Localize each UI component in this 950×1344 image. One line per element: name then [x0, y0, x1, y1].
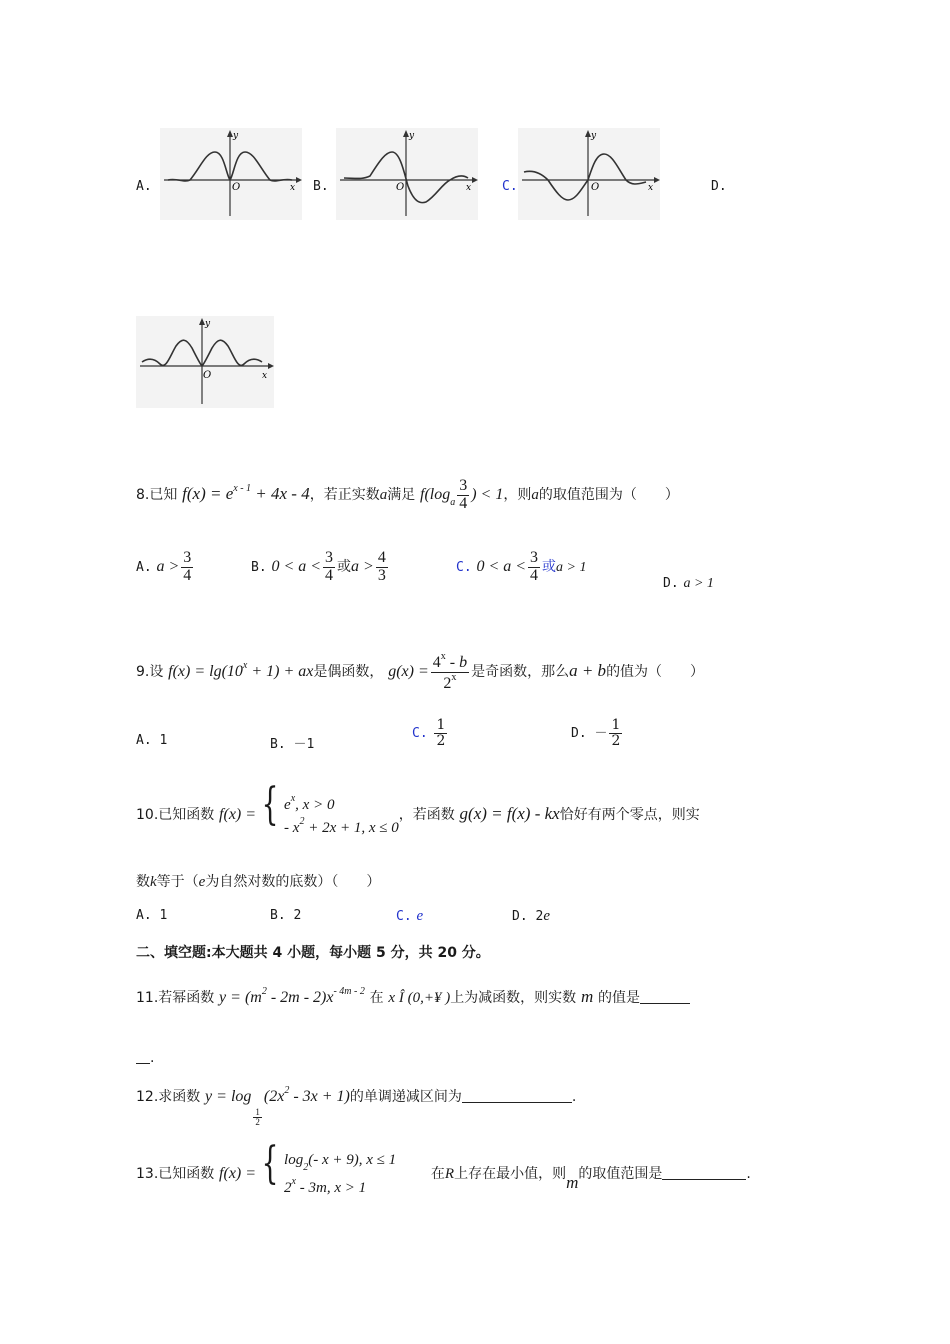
q7-option-b-label: B. — [313, 179, 329, 194]
q8-opt-c-n: 3 — [530, 549, 539, 566]
q8-option-c — [456, 550, 586, 585]
q8-cond-post: ) < 1 — [471, 485, 504, 503]
q10-g: g(x) = f(x) - kx — [459, 804, 560, 823]
q13-R: R — [444, 1166, 455, 1182]
q10-opt-c-label: C. — [396, 909, 412, 924]
q13-answer-blank[interactable] — [662, 1165, 746, 1180]
graph-a-x-label: x — [290, 183, 296, 193]
q8-opt-c-expr: 0 < a < — [476, 557, 527, 575]
q12-tail: 的单调递减区间为 — [349, 1089, 462, 1105]
q10-option-a: A. 1 — [136, 908, 168, 923]
q13-pre: 已知函数 — [158, 1166, 215, 1182]
q10-line2-e: e — [198, 874, 206, 890]
q9-pre: 设 — [149, 663, 164, 680]
q12-pre: 求函数 — [158, 1089, 201, 1105]
q8-opt-a-expr: a > — [156, 557, 180, 575]
q13-end: . — [746, 1166, 751, 1182]
q10-option-c — [396, 906, 423, 925]
q9-option-b: B. －1 — [270, 737, 315, 752]
q10-line2-c: 为自然对数的底数）（ ） — [205, 874, 381, 890]
q13-case2-exp: x — [291, 1175, 296, 1187]
q8-opt-d-expr: a > 1 — [683, 576, 714, 591]
q8-stem — [136, 478, 679, 513]
q10-option-b: B. 2 — [270, 908, 302, 923]
q8-opt-c-or: 或 — [542, 558, 557, 575]
q10-opt-d-label: D. 2 — [512, 909, 544, 924]
q13-case1-sub: 2 — [303, 1162, 309, 1174]
q8-tail2: 的取值范围为（ ） — [538, 486, 679, 503]
q12-number: 12. — [136, 1089, 159, 1105]
q11-answer-blank[interactable] — [640, 989, 690, 1004]
q11-var: m — [580, 987, 594, 1006]
q12-func-tail2: - 3x + 1) — [289, 1088, 350, 1105]
q10-case2: - x — [284, 820, 300, 836]
q10-line2 — [136, 871, 380, 891]
q11-stem — [136, 986, 690, 1007]
q8-var-2: a — [531, 486, 539, 503]
q10-case1-tail: , x > 0 — [295, 796, 335, 813]
q11-cond: x Î (0,+¥ ) — [388, 990, 451, 1006]
q9-g-pre: g(x) = — [388, 662, 429, 680]
q12-answer-blank[interactable] — [462, 1088, 572, 1103]
q11-pre: 若幂函数 — [158, 990, 215, 1006]
q8-pre: 已知 — [149, 486, 178, 503]
q12-sub-d: 2 — [255, 1117, 260, 1128]
graph-c-x-label: x — [648, 183, 654, 193]
q13-mid2: 上存在最小值，则 — [454, 1166, 567, 1182]
q10-stem: 10.已知函数 f(x) = { $e^x$, x > 0 - $x^2 + 2x + 1$, x ≤ 0 ，若函数 g(x) = f(x) - kx恰好有两个零点，则实 — [136, 779, 700, 836]
q11-end: . — [150, 1050, 155, 1066]
q8-cond-sub: a — [450, 496, 456, 508]
q9-mid2: 是奇函数，那么 — [471, 663, 570, 680]
q8-opt-c-d: 4 — [530, 566, 539, 584]
graph-b-y-label: y — [409, 131, 415, 141]
q8-opt-b-d2: 3 — [377, 566, 386, 584]
q11-mid: 在 — [369, 990, 384, 1006]
q8-option-b — [251, 550, 390, 585]
q8-opt-c-expr2: a > 1 — [556, 559, 587, 575]
q7-option-d-label: D. — [711, 179, 727, 194]
q11-tail: 上为减函数，则实数 — [450, 990, 577, 1006]
q10-case1-exp: x — [290, 792, 296, 804]
q9-number: 9. — [136, 663, 150, 680]
q8-opt-b-n: 3 — [325, 549, 334, 566]
q11-exp1: 2 — [261, 986, 267, 997]
q13-number: 13. — [136, 1166, 159, 1182]
q10-case2-tail: + 2x + 1, x ≤ 0 — [304, 820, 399, 836]
q12-stem — [136, 1085, 576, 1128]
q13-case1-tail: (- x + 9), x ≤ 1 — [308, 1152, 397, 1169]
graph-d-y-label: y — [205, 319, 211, 329]
q8-opt-b-label: B. — [251, 559, 267, 575]
q9-mid: 是偶函数， — [313, 663, 384, 680]
q8-opt-c-label: C. — [456, 559, 472, 575]
q7-graph-a — [160, 128, 302, 220]
q10-line2-a: 数 — [136, 874, 150, 890]
q10-func: f(x) = — [219, 806, 257, 823]
q10-opt-c-val: e — [416, 908, 424, 924]
q8-mid: ，若正实数 — [309, 486, 380, 503]
section-2-heading: 二、填空题:本大题共 4 小题，每小题 5 分，共 20 分。 — [136, 945, 490, 961]
q8-frac-d: 4 — [459, 494, 468, 512]
q9-opt-d-n: 1 — [611, 717, 621, 733]
q13-stem: 13.已知函数 f(x) = { $\log_2(-$ x + 9), x ≤ 1 2$^x$ - 3m, x > 1 在R上存在最小值，则m的取值范围是 . — [136, 1138, 751, 1196]
graph-a-origin-label: O — [232, 182, 241, 193]
q11-line2 — [136, 1048, 154, 1066]
q8-opt-b-expr: 0 < a < — [271, 557, 322, 575]
q11-answer-blank-cont[interactable] — [136, 1049, 150, 1064]
q7-option-a-label: A. — [136, 179, 152, 194]
q9-stem — [136, 652, 704, 693]
q8-opt-b-expr2: a > — [351, 557, 374, 575]
q9-option-a: A. 1 — [136, 733, 168, 748]
q11-func-mid: - 2m - 2)x — [266, 989, 334, 1006]
q10-number: 10. — [136, 807, 159, 823]
q12-func: y = log — [205, 1088, 252, 1105]
q8-frac-n: 3 — [459, 477, 468, 494]
q8-exp: x - 1 — [233, 482, 252, 494]
q11-exp2: - 4m - 2 — [333, 986, 365, 997]
q9-g-n2: - b — [445, 654, 468, 671]
q10-tail: 恰好有两个零点，则实 — [559, 807, 700, 823]
q9-opt-c-d: 2 — [436, 732, 446, 749]
q8-cond-pre: f(log — [420, 485, 451, 503]
q10-opt-d-val: e — [543, 908, 550, 924]
q9-opt-d-d: 2 — [611, 732, 621, 749]
graph-b-x-label: x — [466, 183, 472, 193]
q9-opt-d-label: D. － — [571, 726, 608, 742]
graph-c-y-label: y — [591, 131, 597, 141]
q7-graph-b — [336, 128, 478, 220]
q12-sub-n: 1 — [255, 1107, 260, 1117]
q8-opt-b-d: 4 — [325, 566, 334, 584]
q7-graph-d — [136, 316, 274, 408]
q9-exp: x — [242, 659, 248, 671]
q11-number: 11. — [136, 990, 159, 1006]
q9-g-d: 2 — [443, 674, 452, 692]
graph-b-origin-label: O — [396, 182, 405, 193]
q9-opt-c-label: C. — [412, 726, 428, 742]
q8-opt-d-label: D. — [663, 576, 679, 591]
q9-g-d-exp: x — [451, 671, 457, 683]
q11-tail2: 的值是 — [598, 990, 641, 1006]
q10-pre: 已知函数 — [158, 807, 215, 823]
q8-func-tail: + 4x - 4 — [255, 483, 310, 503]
graph-d-x-label: x — [262, 371, 268, 381]
q7-graph-c — [518, 128, 660, 220]
q13-case1: log — [284, 1152, 304, 1169]
q10-case1: e — [284, 796, 291, 813]
q8-opt-a-label: A. — [136, 559, 152, 575]
graph-d-origin-label: O — [203, 370, 212, 381]
q9-func-tail: + 1) + ax — [251, 662, 314, 680]
q13-var: m — [566, 1173, 579, 1192]
q8-var: a — [379, 486, 388, 503]
q13-case2: 2 — [284, 1179, 292, 1196]
q8-tail: ，则 — [503, 486, 532, 503]
q12-end: . — [571, 1089, 577, 1105]
q8-opt-b-n2: 4 — [377, 549, 386, 566]
q13-case2-tail: - 3m, x > 1 — [296, 1179, 367, 1196]
q9-func: f(x) = lg(10 — [168, 662, 243, 680]
graph-c-origin-label: O — [591, 182, 600, 193]
q9-sum: a + b — [569, 660, 607, 680]
q8-opt-a-n: 3 — [183, 549, 192, 566]
q8-mid2: 满足 — [387, 486, 416, 503]
q13-mid: 在 — [430, 1166, 445, 1182]
q8-opt-b-or: 或 — [337, 558, 352, 575]
q10-case2-exp: 2 — [299, 816, 305, 827]
q10-option-d — [512, 906, 550, 925]
q8-func: f(x) = e — [182, 483, 234, 503]
q13-func: f(x) = — [219, 1165, 257, 1182]
q7-option-c-label: C. — [502, 179, 518, 194]
q9-option-d — [571, 718, 624, 748]
q12-func-tail: (2x — [263, 1088, 285, 1105]
q8-option-d — [663, 573, 714, 592]
q9-g-n1: 4 — [432, 654, 441, 671]
q9-option-c — [412, 718, 449, 748]
q8-opt-a-d: 4 — [183, 566, 192, 584]
q13-tail: 的取值范围是 — [578, 1166, 663, 1182]
q10-line2-b: 等于（ — [156, 874, 199, 890]
q8-option-a — [136, 550, 195, 585]
q9-tail: 的值为（ ） — [606, 663, 705, 680]
q10-line2-k: k — [150, 874, 157, 890]
q12-exp: 2 — [284, 1085, 290, 1096]
q11-func: y = (m — [219, 989, 262, 1006]
q9-g-n-exp: x — [440, 651, 446, 662]
q9-opt-c-n: 1 — [436, 717, 446, 733]
q10-mid: ，若函数 — [398, 807, 455, 823]
graph-a-y-label: y — [233, 131, 239, 141]
q8-number: 8. — [136, 486, 150, 503]
